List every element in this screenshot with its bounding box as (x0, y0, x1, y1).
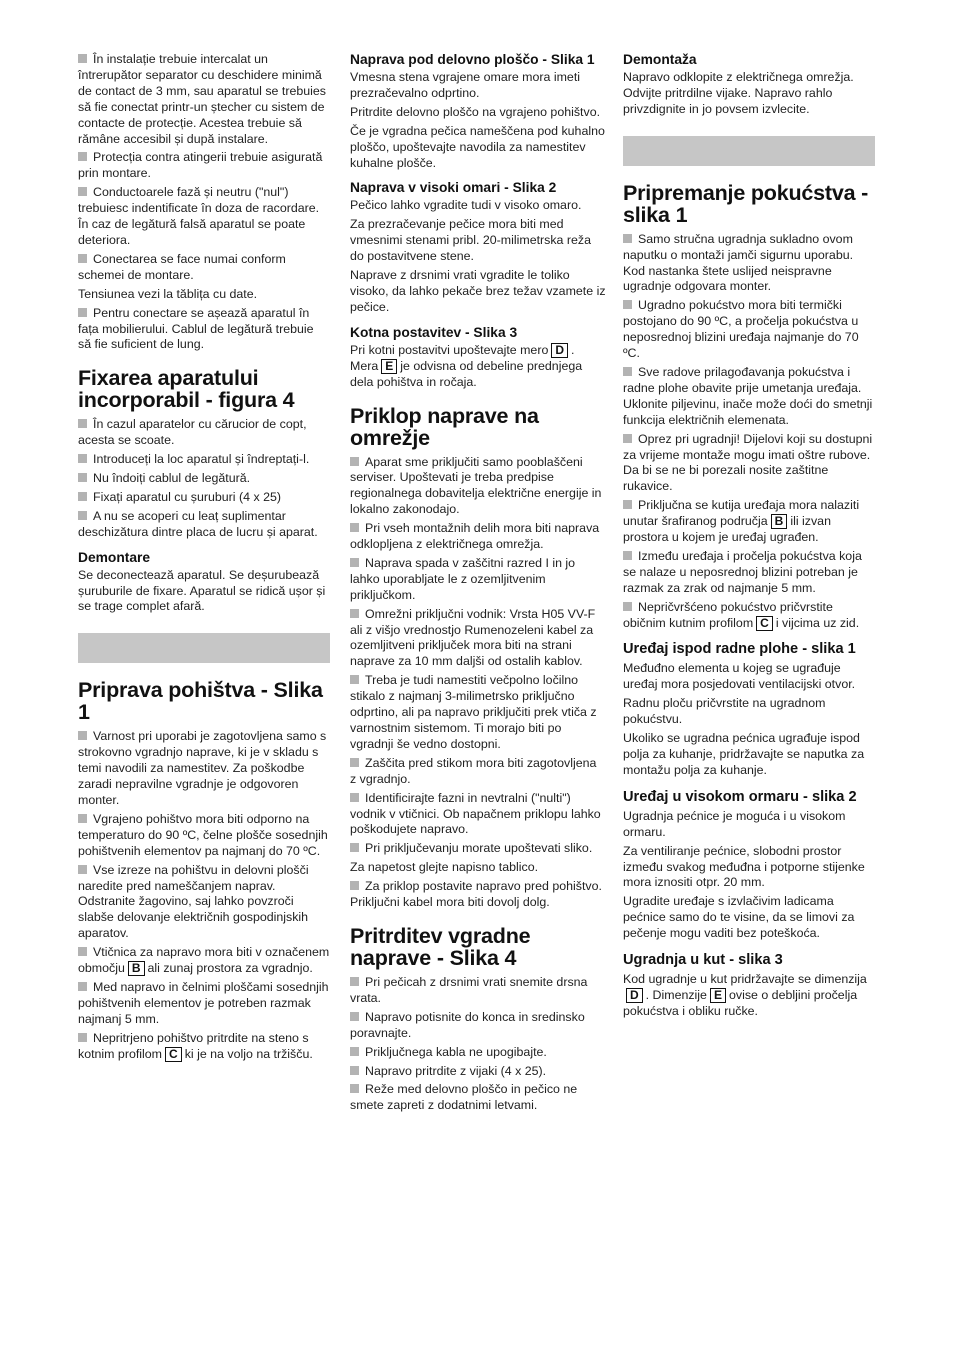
pritrditev-item: Pri pečicah z drsnimi vrati snemite drsna vrata. (350, 975, 606, 1007)
visoki-omari-para: Pečico lahko vgradite tudi v visoko omaro. (350, 198, 582, 213)
priklop-item: Identificirajte fazni in nevtralni ("nulti") vodnik v vtičnici. Ob napačnem priklopu lahko poškodujete napravo. (350, 791, 606, 839)
priklop-item: Aparat sme priključiti samo pooblaščeni serviser. Upoštevati je treba predpise regionalnega dobavitelja električne energije in lokalno zakonodajo. (350, 455, 606, 519)
subheading-ugradnja-kut: Ugradnja u kut - slika 3 (623, 952, 783, 969)
priklop-item: Zaščita pred stikom mora biti zagotovljena z vgradnjo. (350, 756, 606, 788)
priklop-item: Treba je tudi namestiti večpolno ločilno stikalo z najmanj 3-milimetrsko priključno odprtino, ali pa napravo priključiti prek vtiča z varnostnim sistemom. Ti morajo biti po vgradnji še vedno dostopni. (350, 673, 606, 753)
priklop-item: Za priklop postavite napravo pred pohištvo. Priključni kabel mora biti dovolj dolg. (350, 879, 606, 911)
pripremanje-para: Samo stručna ugradnja sukladno ovom naputku o montaži jamči sigurnu uporabu. Kod nastanka štete uslijed neispravne ugradnje odgovara monter. (623, 232, 875, 296)
column-2 (350, 52, 606, 1117)
intro-para-2: Conductoarele fază și neutru ("nul") trebuiesc indentificate în doza de racordare. În caz de legătură falsă aparatul se poate deteriora. (78, 185, 330, 249)
pod-delovno-para: Vmesna stena vgrajene omare mora imeti prezračevalno odprtino. (350, 70, 581, 100)
label-box-e: E (710, 988, 726, 1003)
priklop-item: Omrežni priključni vodnik: Vrsta H05 VV-F ali z višjo vrednostjo Rumenozeleni kabel za ozemljitveni priključek mora biti na strani naprave za 10 mm daljši od ostalih kablov. (350, 607, 606, 671)
intro-para-4: Tensiunea vezi la tăblița cu date. (78, 286, 258, 301)
fixarea-item: Introduceți la loc aparatul și îndreptați-l. (78, 452, 330, 468)
section-title-pritrditev: Pritrditev vgradne naprave - Slika 4 (350, 923, 531, 970)
subheading-visokom-ormaru: Uređaj u visokom ormaru - slika 2 (623, 788, 857, 805)
priprava-para-box-c: Nepritrjeno pohištvo pritrdite na steno s kotnim profilom C ki je na voljo na tržišču. (78, 1031, 330, 1063)
priprava-para: Varnost pri uporabi je zagotovljena samo s strokovno vgradnjo naprave, ki je v skladu s temi navodili za namestitev. Za poškodbe zaradi nepravilne vgradnje je odgovoren monter. (78, 729, 330, 809)
ispod-plohe-para: Radnu ploču pričvrstite na ugradnom pokućstvu. (623, 696, 826, 727)
visoki-omari-para: Za prezračevanje pečice mora biti med vmesnimi stenami pribl. 20-milimetrska reža do postavitvene stene. (350, 217, 591, 264)
label-box-d: D (551, 343, 568, 358)
priprava-para: Vse izreze na pohištvu in delovni plošči naredite pred nameščanjem naprav. Odstranite žagovino, saj lahko povzroči slabše delovanje električnih gospodinjskih aparatov. (78, 863, 330, 943)
pripremanje-para-box-b: Priključna se kutija uređaja mora nalaziti unutar šrafiranog područja B ili izvan prostora u kojem je uređaj ugrađen. (623, 498, 875, 546)
label-box-e: E (381, 359, 397, 374)
pod-delovno-para: Pritrdite delovno ploščo na vgrajeno pohištvo. (350, 104, 601, 119)
section-title-fixarea: Fixarea aparatului incorporabil - figura 4 (78, 366, 295, 413)
section-divider-bar (78, 633, 330, 663)
priklop-item: Pri vseh montažnih delih mora biti naprava odklopljena z električnega omrežja. (350, 521, 606, 553)
pripremanje-para-box-c: Nepričvršćeno pokućstvo pričvrstite običnim kutnim profilom C i vijcima uz zid. (623, 600, 875, 632)
section-title-pripremanje: Pripremanje pokućstva - slika 1 (623, 180, 869, 227)
label-box-c: C (165, 1047, 182, 1062)
fixarea-item: În cazul aparatelor cu cărucior de copt, acesta se scoate. (78, 417, 330, 449)
subheading-ispod-radne-plohe: Uređaj ispod radne plohe - slika 1 (623, 641, 856, 658)
priklop-item: Naprava spada v zaščitni razred I in jo lahko uporabljate le z ozemljitvenim priključkom. (350, 556, 606, 604)
intro-para-5: Pentru conectare se așează aparatul în fața mobilierului. Cablul de legătură trebuie să fie suficient de lung. (78, 306, 330, 354)
visokom-ormaru-para: Ugradite uređaje s izvlačivim ladicama pećnice samo do te visine, da se limovi za pečenje mogu vaditi bez poteškoća. (623, 894, 855, 941)
pod-delovno-para: Če je vgradna pečica nameščena pod kuhalno ploščo, upoštevajte navodila za namestitev kuhalne plošče. (350, 123, 605, 170)
priprava-para-box-b: Vtičnica za napravo mora biti v označenem območju B ali zunaj prostora za vgradnjo. (78, 945, 330, 976)
pripremanje-para: Oprez pri ugradnji! Dijelovi koji su dostupni za vrijeme montaže mogu imati oštre rubove. Da bi se ne bi porezali nosite zaštitne rukavice. (623, 432, 875, 496)
label-box-b: B (128, 961, 145, 976)
demontaza-text: Napravo odklopite z električnega omrežja. Odvijte pritrdilne vijake. Napravo rahlo privzdignite in jo povsem izvlecite. (623, 70, 854, 116)
visoki-omari-para: Naprave z drsnimi vrati vgradite le toliko visoko, da lahko pekače brez težav vzamete iz pečice. (350, 268, 606, 314)
fixarea-item: Nu îndoiți cablul de legătură. (78, 471, 330, 487)
priprava-para: Vgrajeno pohištvo mora biti odporno na temperaturo do 90 ºC, čelne plošče sosednjih pohištvenih elementov pa najmanj do 70 ºC. (78, 812, 330, 860)
pripremanje-para: Ugradno pokućstvo mora biti termički postojano do 90 ºC, a pročelja pokućstva u neposrednoj blizini uređaja najmanje do 70 ºC. (623, 298, 875, 362)
label-box-c: C (756, 616, 773, 631)
fixarea-item: A nu se acoperi cu leaț suplimentar deschizătura dintre placa de lucru și aparat. (78, 509, 330, 541)
visokom-ormaru-para: Za ventiliranje pećnice, slobodni prostor između svakog međuđna i potporne stijenke mora iznositi otpr. 20 mm. (623, 843, 865, 890)
fixarea-item: Fixați aparatul cu șuruburi (4 x 25) (78, 490, 330, 506)
pritrditev-item: Napravo potisnite do konca in sredinsko poravnajte. (350, 1010, 606, 1042)
kotna-para: Pri kotni postavitvi upoštevajte mero D . Mera E je odvisna od debeline prednjega dela pohištva in ročaja. (350, 342, 583, 389)
subheading-kotna: Kotna postavitev - Slika 3 (350, 324, 518, 340)
priklop-item: Za napetost glejte napisno tablico. (350, 860, 539, 875)
demontare-text: Se deconectează aparatul. Se deșurubează șuruburile de fixare. Aparatul se ridică ușor și se trage complet afară. (78, 567, 326, 614)
priprava-para: Med napravo in čelnimi ploščami sosednjih pohištvenih elementov je potreben razmak najmanj 5 mm. (78, 979, 329, 1026)
pripremanje-para: Sve radove prilagođavanja pokućstva i radne plohe obavite prije umetanja uređaja. Uklonite piljevinu, inače može doći do smetnji funkcija električnih elemenata. (623, 365, 875, 429)
intro-para-3: Conectarea se face numai conform schemei de montare. (78, 252, 330, 284)
visokom-ormaru-para: Ugradnja pećnice je moguća i u visokom ormaru. (623, 808, 846, 839)
ispod-plohe-para: Međuđno elementa u kojeg se ugrađuje uređaj mora posjedovati ventilacijski otvor. (623, 661, 856, 692)
pritrditev-item: Napravo pritrdite z vijaki (4 x 25). (350, 1064, 606, 1080)
label-box-b: B (771, 514, 788, 529)
pripremanje-para: Između uređaja i pročelja pokućstva koja se nalaze u neposrednoj blizini potreban je razmak za zrak od najmanje 5 mm. (623, 549, 875, 597)
section-divider-bar (623, 136, 875, 166)
subheading-demontare: Demontare (78, 549, 151, 565)
intro-para-1: Protecția contra atingerii trebuie asigurată prin montare. (78, 150, 330, 182)
column-1 (78, 52, 330, 1066)
ugradnja-kut-para: Kod ugradnje u kut pridržavajte se dimenzijaD . Dimenzije E ovise o debljini pročelja pokućstva i obliku ručke. (623, 972, 867, 1018)
column-3 (623, 52, 875, 1023)
pritrditev-item: Reže med delovno ploščo in pečico ne smete zapreti z dodatnimi letvami. (350, 1082, 606, 1114)
subheading-pod-delovno: Naprava pod delovno ploščo - Slika 1 (350, 52, 595, 67)
pritrditev-item: Priključnega kabla ne upogibajte. (350, 1045, 606, 1061)
section-title-priklop: Priklop naprave na omrežje (350, 403, 539, 450)
section-title-priprava: Priprava pohištva - Slika 1 (78, 678, 323, 725)
subheading-visoki-omari: Naprava v visoki omari - Slika 2 (350, 180, 557, 196)
subheading-demontaza: Demontaža (623, 52, 697, 67)
label-box-d: D (626, 988, 643, 1003)
priklop-item: Pri priključevanju morate upoštevati sliko. (350, 841, 606, 857)
intro-para-0: În instalație trebuie intercalat un întrerupător separator cu deschidere minimă de contact de 3 mm, sau aparatul se trebuies să fie conectat printr-un ștecher cu sistem de contacte de protecție. Acestea trebuie să rămâne accesibil și după instalare. (78, 52, 330, 147)
ispod-plohe-para: Ukoliko se ugradna pećnica ugrađuje ispod polja za kuhanje, pridržavajte se naputka za montažu polja za kuhanje. (623, 731, 865, 777)
